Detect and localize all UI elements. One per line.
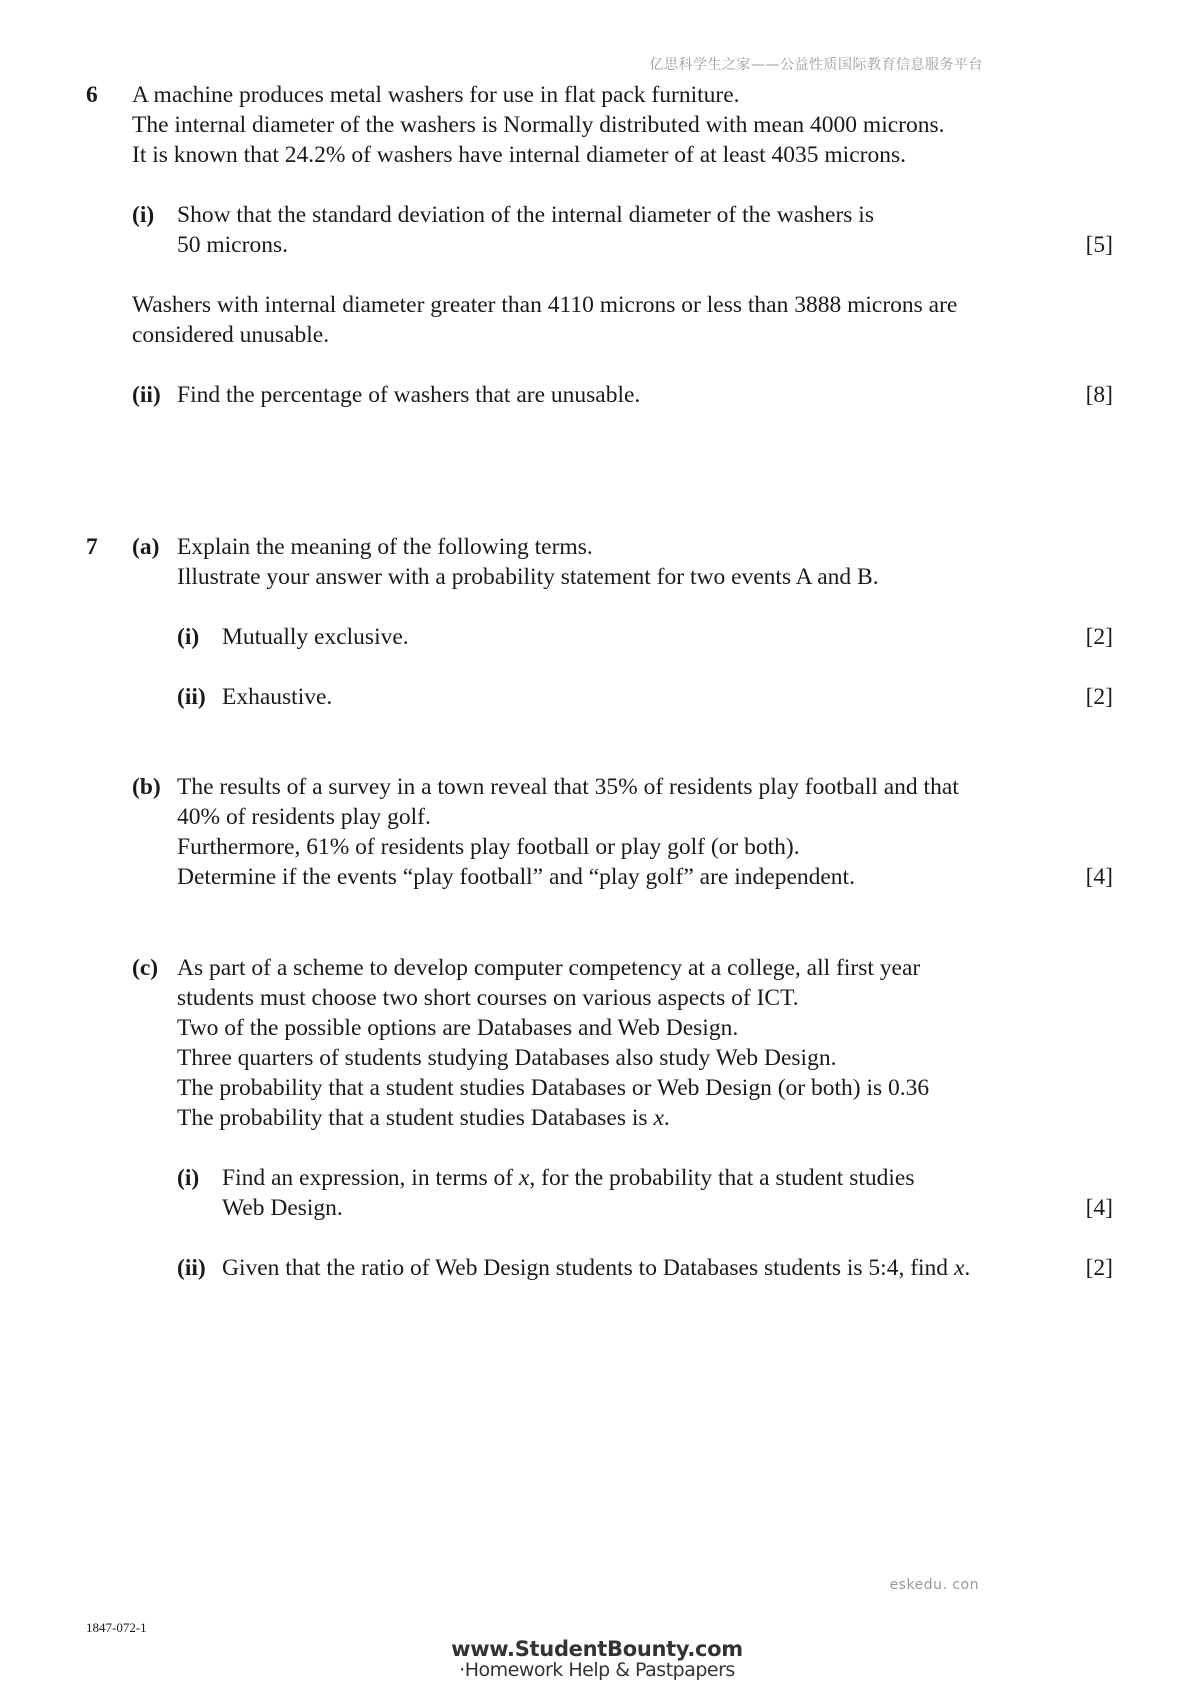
- q7-a-ii-text: Exhaustive.: [222, 684, 333, 710]
- q7-a-line-1: Explain the meaning of the following terms.: [177, 534, 593, 560]
- question-7-number: 7: [86, 534, 98, 560]
- logo-line-1: www.StudentBounty.com: [451, 1637, 743, 1661]
- q7-a-line-2: Illustrate your answer with a probability statement for two events A and B.: [177, 564, 879, 590]
- q6-part-i-marks: [5]: [1085, 232, 1113, 258]
- q7-c-line-5: The probability that a student studies Databases or Web Design (or both) is 0.36: [177, 1075, 930, 1101]
- q7-c-ii-end: .: [964, 1255, 971, 1281]
- q6-part-i-line-1: Show that the standard deviation of the internal diameter of the washers is: [177, 202, 874, 228]
- q6-part-ii-line-1: Find the percentage of washers that are unusable.: [177, 382, 641, 408]
- q6-intro-line-2: The internal diameter of the washers is Normally distributed with mean 4000 microns.: [132, 112, 945, 138]
- q7-c-label: (c): [132, 955, 159, 981]
- q7-c-line-6-end: .: [663, 1105, 670, 1131]
- q7-c-line-6-text: The probability that a student studies Databases is: [177, 1105, 648, 1131]
- q7-c-i-label: (i): [177, 1165, 200, 1191]
- q7-c-ii-label: (ii): [177, 1255, 206, 1281]
- q6-part-ii-marks: [8]: [1085, 382, 1113, 408]
- variable-x: x: [653, 1105, 664, 1131]
- watermark-bottom: eskedu. con: [889, 1577, 979, 1593]
- q7-b-line-3: Furthermore, 61% of residents play football or play golf (or both).: [177, 834, 800, 860]
- q6-middle-line-2: considered unusable.: [132, 322, 330, 348]
- q7-c-i-line-1b: , for the probability that a student studies: [529, 1165, 915, 1191]
- watermark-top: 亿思科学生之家——公益性质国际教育信息服务平台: [649, 57, 983, 73]
- q6-intro-line-3: It is known that 24.2% of washers have internal diameter of at least 4035 microns.: [132, 142, 906, 168]
- variable-x: x: [953, 1255, 965, 1281]
- q6-intro-line-1: A machine produces metal washers for use in flat pack furniture.: [132, 82, 740, 108]
- footer-code: 1847-072-1: [86, 1620, 147, 1635]
- q7-b-marks: [4]: [1085, 864, 1113, 890]
- q7-c-ii-line: [222, 1253, 970, 1283]
- q7-b-label: (b): [132, 774, 161, 800]
- q7-c-line-2: students must choose two short courses on various aspects of ICT.: [177, 985, 799, 1011]
- q7-b-line-2: 40% of residents play golf.: [177, 804, 431, 830]
- q7-a-ii-marks: [2]: [1085, 684, 1113, 710]
- q7-c-line-6: [177, 1103, 670, 1133]
- q7-a-i-text: Mutually exclusive.: [222, 624, 409, 650]
- q7-c-ii-marks: [2]: [1085, 1255, 1113, 1281]
- q7-c-i-line-1a: Find an expression, in terms of: [222, 1165, 514, 1191]
- q7-c-i-line-2: Web Design.: [222, 1195, 343, 1221]
- q6-middle-line-1: Washers with internal diameter greater than 4110 microns or less than 3888 microns are: [132, 292, 958, 318]
- q7-a-i-label: (i): [177, 624, 200, 650]
- question-6-number: 6: [86, 82, 98, 108]
- logo-line-2: ·Homework Help & Pastpapers: [459, 1659, 735, 1681]
- q7-c-i-marks: [4]: [1085, 1195, 1113, 1221]
- q7-a-label: (a): [132, 534, 160, 560]
- q6-part-i-line-2: 50 microns.: [177, 232, 288, 258]
- q7-c-line-1: As part of a scheme to develop computer competency at a college, all first year: [177, 955, 921, 981]
- q7-b-line-1: The results of a survey in a town reveal that 35% of residents play football and that: [177, 774, 959, 800]
- q6-part-ii-label: (ii): [132, 382, 161, 408]
- q7-b-line-4: Determine if the events “play football” and “play golf” are independent.: [177, 864, 855, 890]
- q7-a-ii-label: (ii): [177, 684, 206, 710]
- q7-a-i-marks: [2]: [1085, 624, 1113, 650]
- q7-c-i-line-1: [222, 1163, 915, 1193]
- q7-c-ii-text: Given that the ratio of Web Design students to Databases students is 5:4, find: [222, 1255, 949, 1281]
- variable-x: x: [518, 1165, 530, 1191]
- studentbounty-logo: [447, 1638, 747, 1680]
- q7-c-line-4: Three quarters of students studying Databases also study Web Design.: [177, 1045, 837, 1071]
- q6-part-i-label: (i): [132, 202, 155, 228]
- q7-c-line-3: Two of the possible options are Databases and Web Design.: [177, 1015, 739, 1041]
